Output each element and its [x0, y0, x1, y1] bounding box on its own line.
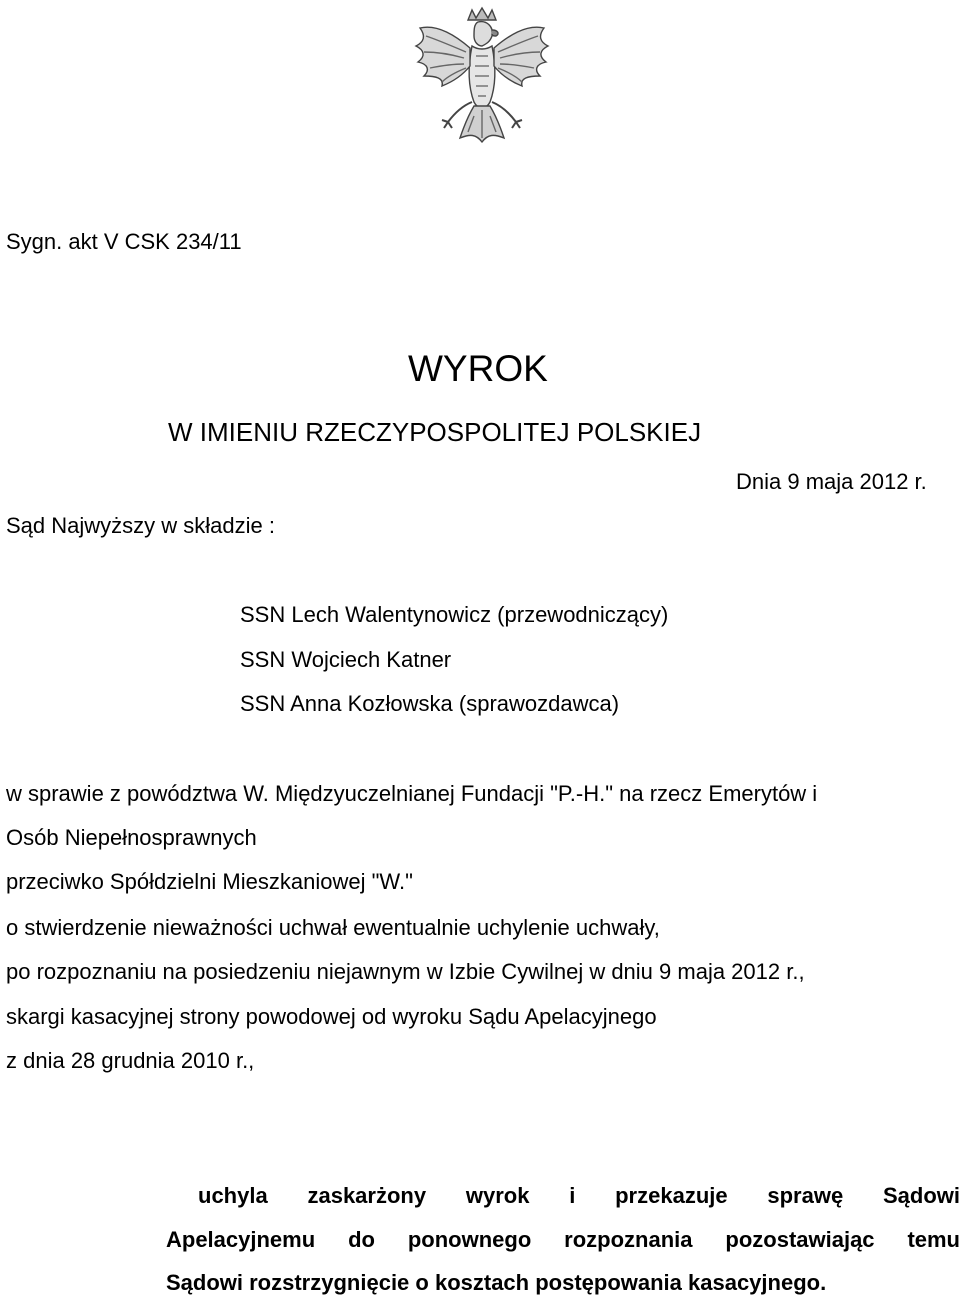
- judgment-date: Dnia 9 maja 2012 r.: [736, 469, 927, 494]
- ruling-word: zaskarżony: [307, 1183, 427, 1208]
- case-line: w sprawie z powództwa W. Międzyuczelnianej Fundacji "P.-H." na rzecz Emerytów i: [6, 781, 818, 806]
- case-signature: Sygn. akt V CSK 234/11: [6, 229, 242, 254]
- ruling-word: Apelacyjnemu: [166, 1227, 316, 1252]
- case-line: z dnia 28 grudnia 2010 r.,: [6, 1048, 255, 1073]
- ruling-line-2: [166, 1227, 960, 1253]
- document-subtitle: W IMIENIU RZECZYPOSPOLITEJ POLSKIEJ: [168, 417, 702, 447]
- ruling-word: przekazuje: [615, 1183, 728, 1208]
- polish-eagle-emblem-icon: [408, 6, 556, 166]
- ruling-word: pozostawiając: [725, 1227, 875, 1252]
- ruling-word: rozpoznania: [564, 1227, 693, 1252]
- court-composition-label: Sąd Najwyższy w składzie :: [6, 513, 275, 538]
- case-line: po rozpoznaniu na posiedzeniu niejawnym w Izbie Cywilnej w dniu 9 maja 2012 r.,: [6, 959, 805, 984]
- ruling-line-3: Sądowi rozstrzygnięcie o kosztach postępowania kasacyjnego.: [166, 1270, 827, 1295]
- document-title: WYROK: [408, 348, 548, 389]
- ruling-word: sprawę: [767, 1183, 844, 1208]
- judge-rapporteur: SSN Anna Kozłowska (sprawozdawca): [240, 691, 620, 716]
- ruling-word: Sądowi: [882, 1183, 960, 1208]
- judge-presiding: SSN Lech Walentynowicz (przewodniczący): [240, 602, 669, 627]
- ruling-word: wyrok: [465, 1183, 530, 1208]
- case-line: skargi kasacyjnej strony powodowej od wyroku Sądu Apelacyjnego: [6, 1004, 657, 1029]
- judge-member: SSN Wojciech Katner: [240, 647, 452, 672]
- case-line: Osób Niepełnosprawnych: [6, 825, 257, 850]
- case-line: przeciwko Spółdzielni Mieszkaniowej "W.": [6, 869, 413, 894]
- case-line: o stwierdzenie nieważności uchwał ewentualnie uchylenie uchwały,: [6, 915, 660, 940]
- ruling-word: do: [348, 1227, 375, 1252]
- ruling-word: i: [569, 1183, 576, 1208]
- ruling-word: ponownego: [407, 1227, 532, 1252]
- ruling-word: uchyla: [198, 1183, 268, 1208]
- ruling-word: temu: [907, 1227, 960, 1252]
- ruling-line-1: [198, 1183, 960, 1209]
